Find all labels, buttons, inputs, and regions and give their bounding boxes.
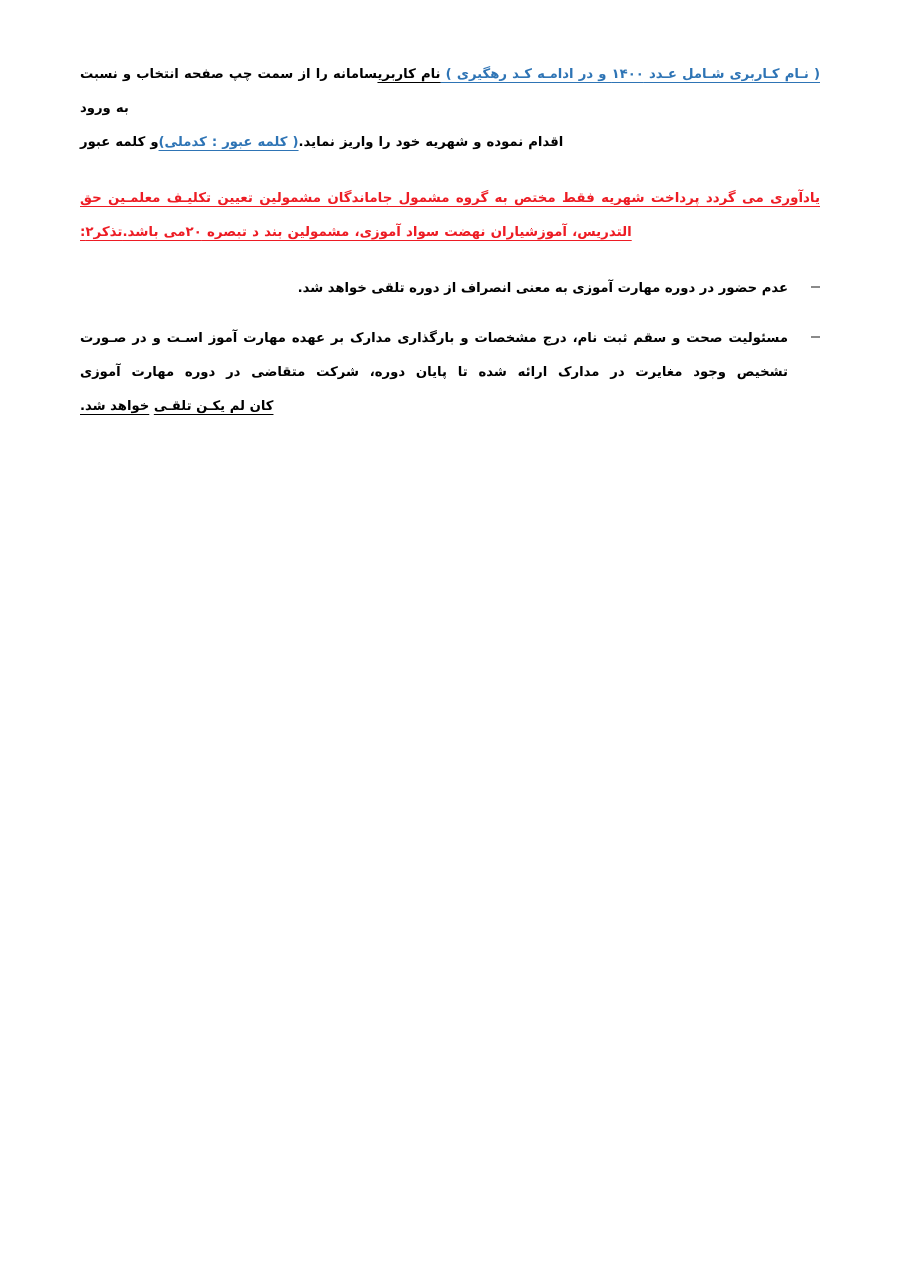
list-item-emphasis-a: کان لم یکـن تلقـی: [153, 399, 274, 414]
instruction-tail-text: اقدام نموده و شهریه خود را واریز نماید.: [298, 135, 564, 150]
instruction-paragraph-line2: [80, 126, 820, 160]
conditions-list: [80, 272, 820, 424]
note-2-label: تذکر۲:: [80, 225, 123, 240]
username-hint-blue-text: ( نـام کـاربری شـامل عـدد ۱۴۰۰ و در ادامـه کـد رهگیری ): [440, 67, 820, 82]
password-hint-blue-text: ( کلمه عبور : کدملی): [158, 135, 299, 150]
note-2-body: یادآوری می گردد پرداخت شهریه فقط مختص به گروه مشمول جاماندگان مشمولین تعیین تکلیـف معلمـین حق التدریس، آموزشیاران نهضت سواد آموزی، مشمولین بند د تبصره ۲۰می باشد.: [80, 191, 820, 240]
instruction-lead-text: سامانه را از سمت چپ صفحه انتخاب و نسبت به ورود: [80, 67, 378, 116]
username-label-underlined: نام کاربری: [377, 67, 441, 82]
list-item: [80, 272, 820, 306]
document-body: [80, 58, 820, 432]
dash-bullet-icon: [806, 336, 820, 338]
list-item: [80, 322, 820, 424]
password-lead-text: و کلمه عبور: [80, 135, 159, 150]
list-item-text-part1: مسئولیت صحت و سقم ثبت نام، درج مشخصات و بارگذاری مدارک بر عهده مهارت آموز اسـت و در صـورت تشخیص وجود مغایرت در مدارک ارائه شده تا پایان دوره، شرکت متقاضی در دوره مهارت آموزی: [80, 331, 788, 380]
list-item-text: عدم حضور در دوره مهارت آموزی به معنی انصراف از دوره تلقی خواهد شد.: [297, 281, 788, 296]
note-2-paragraph: [80, 182, 820, 250]
dash-bullet-icon: [806, 286, 820, 288]
list-item-text: [80, 322, 788, 424]
list-item-emphasis-b: خواهد شد.: [80, 399, 150, 414]
instruction-paragraph: [80, 58, 820, 126]
